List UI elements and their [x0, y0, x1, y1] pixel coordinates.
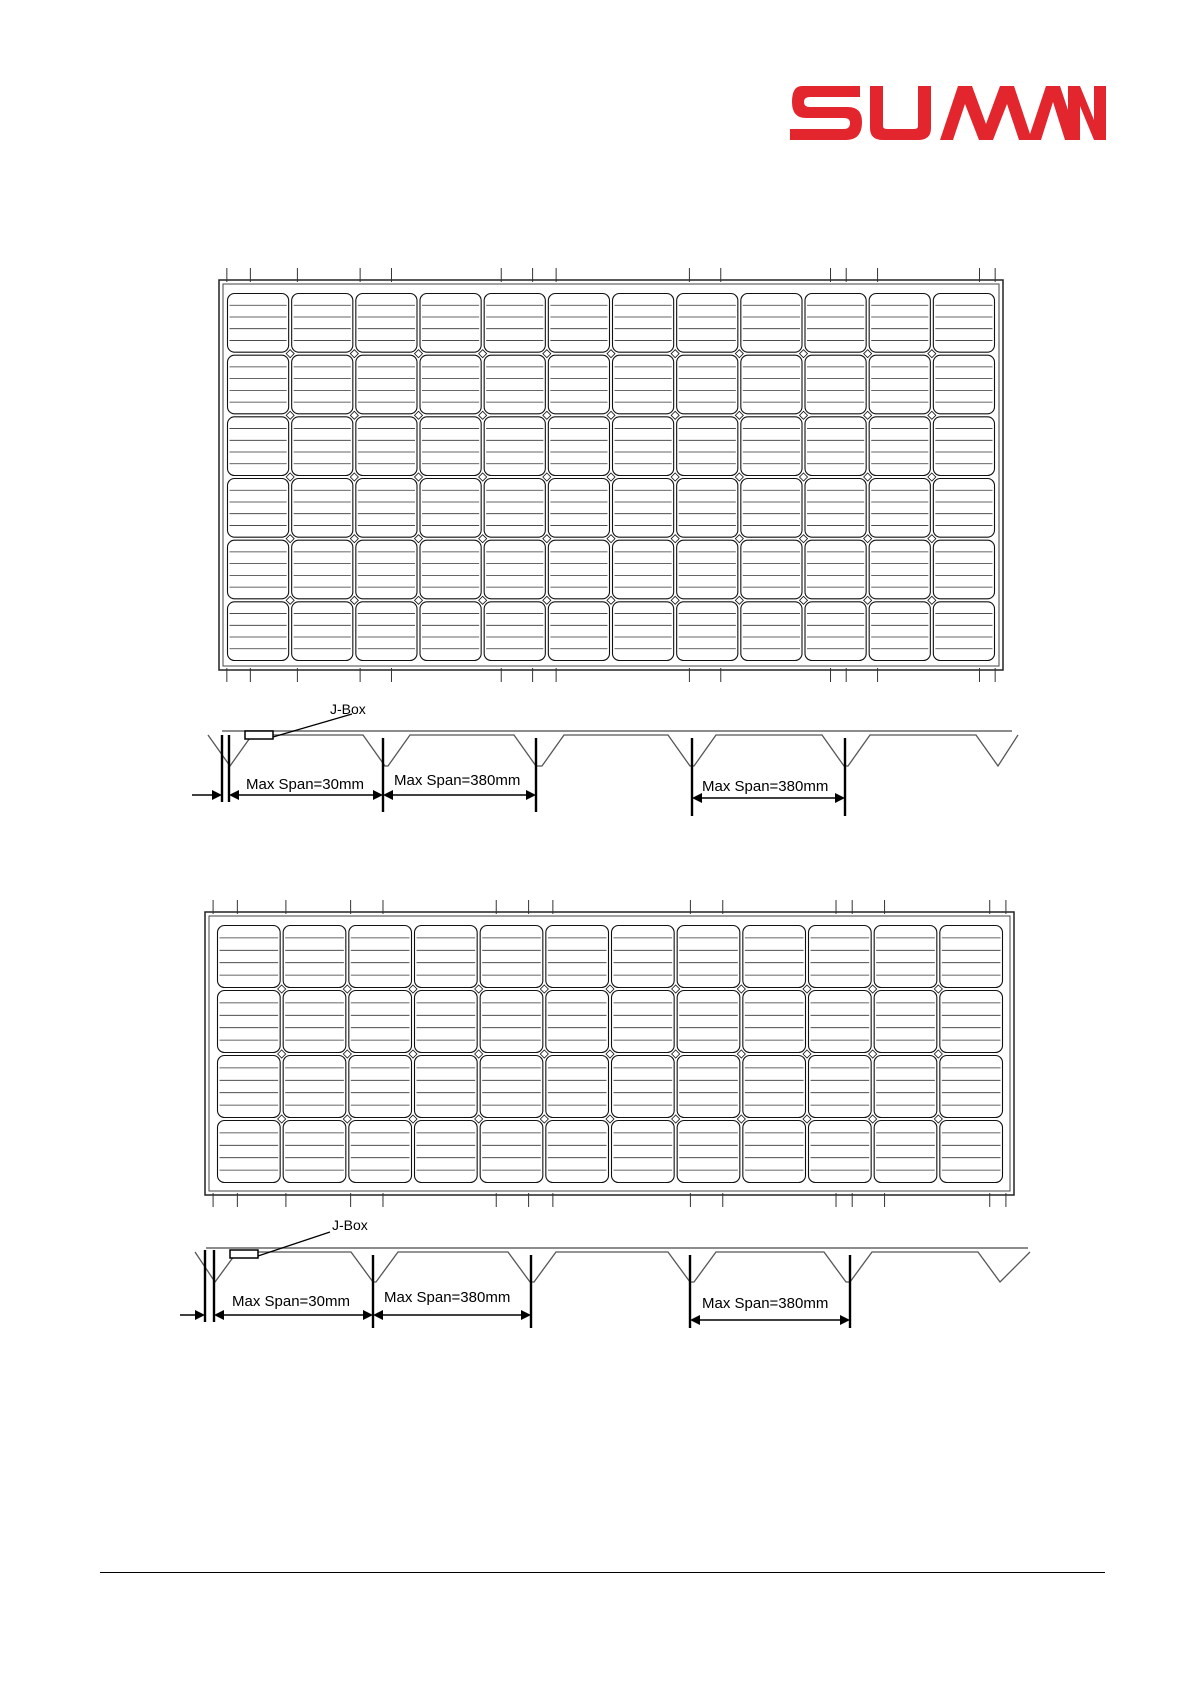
- solar-cell: [356, 417, 417, 476]
- cell-gap-marker: [928, 473, 936, 481]
- cell-gap-marker: [415, 596, 423, 604]
- solar-cell: [349, 1121, 412, 1183]
- solar-cell: [612, 1121, 675, 1183]
- cell-gap-marker: [415, 350, 423, 358]
- cell-gap-marker: [735, 473, 743, 481]
- arrow-head: [690, 1315, 700, 1325]
- cell-gap-marker: [800, 411, 808, 419]
- cell-gap-marker: [735, 596, 743, 604]
- cell-gap-marker: [606, 1050, 614, 1058]
- solar-cell: [292, 602, 353, 661]
- arrow-head: [840, 1315, 850, 1325]
- solar-cell: [349, 1056, 412, 1118]
- cell-gap-marker: [350, 473, 358, 481]
- solar-cell: [415, 1056, 478, 1118]
- cell-gap-marker: [540, 1050, 548, 1058]
- cell-gap-marker: [543, 411, 551, 419]
- solar-cell: [741, 417, 802, 476]
- solar-cell: [809, 926, 872, 988]
- solar-cell: [677, 1056, 740, 1118]
- trapezoid-sheet: [195, 1252, 1030, 1282]
- solar-cell: [613, 294, 674, 353]
- solar-cell: [933, 355, 994, 414]
- solar-cell: [869, 479, 930, 538]
- jbox-label: J-Box: [330, 701, 366, 717]
- solar-cell: [933, 479, 994, 538]
- cell-gap-marker: [286, 350, 294, 358]
- arrow-head: [195, 1310, 205, 1320]
- cell-gap-marker: [803, 985, 811, 993]
- cell-gap-marker: [671, 350, 679, 358]
- cell-gap-marker: [800, 350, 808, 358]
- cell-gap-marker: [803, 1115, 811, 1123]
- solar-cell: [420, 355, 481, 414]
- solar-cell: [420, 294, 481, 353]
- solar-cell: [228, 417, 289, 476]
- jbox-rect: [230, 1250, 258, 1258]
- span-label-2: Max Span=380mm: [384, 1289, 511, 1306]
- arrow-head: [383, 790, 393, 800]
- solar-cell: [933, 294, 994, 353]
- cell-gap-marker: [415, 535, 423, 543]
- cell-gap-marker: [671, 596, 679, 604]
- solar-cell: [546, 1121, 609, 1183]
- cell-gap-marker: [928, 411, 936, 419]
- solar-cell: [420, 540, 481, 599]
- solar-cell: [741, 602, 802, 661]
- arrow-head: [373, 1310, 383, 1320]
- solar-cell: [940, 926, 1003, 988]
- solar-cell: [805, 294, 866, 353]
- arrow-head: [521, 1310, 531, 1320]
- solar-cell: [228, 355, 289, 414]
- cell-gap-marker: [286, 411, 294, 419]
- solar-cell: [548, 294, 609, 353]
- cell-gap-marker: [606, 1115, 614, 1123]
- cell-gap-marker: [803, 1050, 811, 1058]
- cell-gap-marker: [671, 535, 679, 543]
- cell-gap-marker: [543, 596, 551, 604]
- solar-cell: [356, 479, 417, 538]
- solar-cell: [613, 602, 674, 661]
- cell-gap-marker: [479, 535, 487, 543]
- cell-gap-marker: [607, 473, 615, 481]
- solar-cell: [874, 926, 937, 988]
- solar-cell: [292, 540, 353, 599]
- cell-gap-marker: [737, 1115, 745, 1123]
- cell-gap-marker: [543, 473, 551, 481]
- cell-gap-marker: [737, 1050, 745, 1058]
- cell-gap-marker: [543, 535, 551, 543]
- cell-gap-marker: [671, 411, 679, 419]
- solar-cell: [933, 417, 994, 476]
- cell-gap-marker: [735, 350, 743, 358]
- solar-cell: [613, 417, 674, 476]
- cell-gap-marker: [735, 535, 743, 543]
- arrow-head: [212, 790, 222, 800]
- cell-gap-marker: [540, 985, 548, 993]
- solar-cell: [741, 355, 802, 414]
- solar-cell: [283, 991, 346, 1053]
- cell-gap-marker: [286, 596, 294, 604]
- cell-gap-marker: [800, 596, 808, 604]
- solar-cell: [415, 1121, 478, 1183]
- panel-diagram-4-rows: [0, 900, 1192, 1335]
- cell-gap-marker: [800, 535, 808, 543]
- cell-gap-marker: [479, 350, 487, 358]
- solar-cell: [292, 417, 353, 476]
- solar-cell: [612, 991, 675, 1053]
- cell-gap-marker: [869, 985, 877, 993]
- solar-cell: [480, 1121, 543, 1183]
- cell-gap-marker: [934, 1115, 942, 1123]
- cell-gap-marker: [479, 411, 487, 419]
- cell-gap-marker: [869, 1115, 877, 1123]
- solar-cell: [356, 602, 417, 661]
- solar-cell: [677, 355, 738, 414]
- solar-cell: [869, 294, 930, 353]
- solar-cell: [677, 417, 738, 476]
- solar-cell: [218, 926, 281, 988]
- cell-gap-marker: [278, 1115, 286, 1123]
- solar-cell: [743, 1056, 806, 1118]
- solar-cell: [933, 602, 994, 661]
- solar-cell: [677, 926, 740, 988]
- cell-gap-marker: [928, 350, 936, 358]
- solar-cell: [356, 540, 417, 599]
- cell-gap-marker: [864, 473, 872, 481]
- solar-cell: [548, 602, 609, 661]
- solar-cell: [480, 926, 543, 988]
- cell-gap-marker: [864, 350, 872, 358]
- suman-logo: [790, 86, 1106, 140]
- cell-gap-marker: [607, 596, 615, 604]
- cell-gap-marker: [350, 350, 358, 358]
- arrow-head: [373, 790, 383, 800]
- solar-cell: [809, 1056, 872, 1118]
- solar-cell: [548, 479, 609, 538]
- cell-gap-marker: [672, 985, 680, 993]
- solar-cell: [283, 1056, 346, 1118]
- trapezoid-sheet: [208, 735, 1018, 766]
- cell-gap-marker: [343, 1115, 351, 1123]
- solar-cell: [940, 1121, 1003, 1183]
- solar-cell: [741, 540, 802, 599]
- solar-cell: [228, 602, 289, 661]
- solar-cell: [228, 479, 289, 538]
- solar-cell: [741, 294, 802, 353]
- solar-cell: [548, 417, 609, 476]
- cell-gap-marker: [350, 535, 358, 543]
- solar-cell: [349, 926, 412, 988]
- cell-gap-marker: [415, 411, 423, 419]
- cell-gap-marker: [286, 473, 294, 481]
- solar-cell: [415, 991, 478, 1053]
- solar-cell: [484, 602, 545, 661]
- cell-gap-marker: [869, 1050, 877, 1058]
- solar-cell: [283, 1121, 346, 1183]
- cell-gap-marker: [343, 985, 351, 993]
- solar-cell: [869, 540, 930, 599]
- cell-gap-marker: [475, 1050, 483, 1058]
- cell-gap-marker: [934, 985, 942, 993]
- solar-cell: [743, 991, 806, 1053]
- cell-gap-marker: [540, 1115, 548, 1123]
- solar-cell: [415, 926, 478, 988]
- cell-gap-marker: [928, 596, 936, 604]
- solar-cell: [612, 926, 675, 988]
- cell-gap-marker: [934, 1050, 942, 1058]
- solar-cell: [356, 355, 417, 414]
- cell-gap-marker: [409, 1050, 417, 1058]
- cell-gap-marker: [672, 1050, 680, 1058]
- cell-gap-marker: [864, 596, 872, 604]
- solar-cell: [869, 355, 930, 414]
- solar-cell: [805, 479, 866, 538]
- cell-gap-marker: [672, 1115, 680, 1123]
- solar-cell: [809, 991, 872, 1053]
- solar-cell: [480, 991, 543, 1053]
- cell-gap-marker: [278, 985, 286, 993]
- solar-cell: [869, 602, 930, 661]
- solar-cell: [613, 355, 674, 414]
- cell-gap-marker: [278, 1050, 286, 1058]
- solar-panel: [219, 268, 1003, 682]
- solar-cell: [613, 540, 674, 599]
- cell-gap-marker: [409, 1115, 417, 1123]
- solar-cell: [940, 1056, 1003, 1118]
- solar-cell: [480, 1056, 543, 1118]
- solar-cell: [546, 926, 609, 988]
- span-label-2: Max Span=380mm: [394, 772, 521, 789]
- solar-cell: [292, 294, 353, 353]
- cell-gap-marker: [735, 411, 743, 419]
- solar-cell: [292, 479, 353, 538]
- solar-cell: [420, 479, 481, 538]
- solar-cell: [420, 602, 481, 661]
- solar-cell: [743, 926, 806, 988]
- solar-cell: [677, 991, 740, 1053]
- arrow-head: [363, 1310, 373, 1320]
- solar-cell: [218, 1121, 281, 1183]
- cell-gap-marker: [479, 596, 487, 604]
- jbox-rect: [245, 731, 273, 739]
- solar-cell: [743, 1121, 806, 1183]
- cell-gap-marker: [543, 350, 551, 358]
- solar-cell: [548, 355, 609, 414]
- solar-cell: [420, 417, 481, 476]
- cell-gap-marker: [800, 473, 808, 481]
- solar-cell: [677, 1121, 740, 1183]
- solar-panel: [205, 900, 1014, 1207]
- solar-cell: [484, 355, 545, 414]
- arrow-head: [692, 793, 702, 803]
- cell-gap-marker: [350, 596, 358, 604]
- solar-cell: [741, 479, 802, 538]
- solar-cell: [484, 294, 545, 353]
- solar-cell: [228, 294, 289, 353]
- solar-cell: [805, 540, 866, 599]
- cell-gap-marker: [607, 350, 615, 358]
- cell-gap-marker: [928, 535, 936, 543]
- cell-gap-marker: [343, 1050, 351, 1058]
- arrow-head: [229, 790, 239, 800]
- cell-gap-marker: [864, 411, 872, 419]
- arrow-head: [214, 1310, 224, 1320]
- span-label-3: Max Span=380mm: [702, 778, 829, 795]
- arrow-head: [526, 790, 536, 800]
- solar-cell: [484, 479, 545, 538]
- cell-gap-marker: [607, 411, 615, 419]
- roof-profile: [192, 714, 1018, 816]
- solar-cell: [292, 355, 353, 414]
- footer-rule: [100, 1572, 1105, 1573]
- arrow-head: [835, 793, 845, 803]
- cell-gap-marker: [607, 535, 615, 543]
- roof-profile: [180, 1232, 1030, 1328]
- solar-cell: [546, 991, 609, 1053]
- solar-cell: [940, 991, 1003, 1053]
- solar-cell: [874, 1121, 937, 1183]
- solar-cell: [677, 540, 738, 599]
- solar-cell: [283, 926, 346, 988]
- cell-gap-marker: [286, 535, 294, 543]
- cell-gap-marker: [737, 985, 745, 993]
- solar-cell: [805, 355, 866, 414]
- cell-gap-marker: [409, 985, 417, 993]
- solar-cell: [874, 991, 937, 1053]
- solar-cell: [548, 540, 609, 599]
- solar-cell: [805, 602, 866, 661]
- solar-cell: [677, 479, 738, 538]
- solar-cell: [612, 1056, 675, 1118]
- solar-cell: [677, 294, 738, 353]
- solar-cell: [484, 417, 545, 476]
- span-label-1: Max Span=30mm: [232, 1293, 350, 1310]
- solar-cell: [677, 602, 738, 661]
- span-label-3: Max Span=380mm: [702, 1295, 829, 1312]
- span-label-1: Max Span=30mm: [246, 776, 364, 793]
- jbox-label: J-Box: [332, 1217, 368, 1233]
- solar-cell: [869, 417, 930, 476]
- panel-diagram-6-rows: [0, 256, 1192, 821]
- cell-gap-marker: [606, 985, 614, 993]
- cell-gap-marker: [864, 535, 872, 543]
- cell-gap-marker: [415, 473, 423, 481]
- solar-cell: [218, 1056, 281, 1118]
- solar-cell: [356, 294, 417, 353]
- solar-cell: [613, 479, 674, 538]
- solar-cell: [933, 540, 994, 599]
- solar-cell: [546, 1056, 609, 1118]
- cell-gap-marker: [350, 411, 358, 419]
- solar-cell: [809, 1121, 872, 1183]
- cell-gap-marker: [671, 473, 679, 481]
- solar-cell: [805, 417, 866, 476]
- cell-gap-marker: [479, 473, 487, 481]
- cell-gap-marker: [475, 1115, 483, 1123]
- cell-gap-marker: [475, 985, 483, 993]
- solar-cell: [218, 991, 281, 1053]
- solar-cell: [484, 540, 545, 599]
- solar-cell: [874, 1056, 937, 1118]
- solar-cell: [228, 540, 289, 599]
- solar-cell: [349, 991, 412, 1053]
- jbox-leader: [273, 714, 352, 737]
